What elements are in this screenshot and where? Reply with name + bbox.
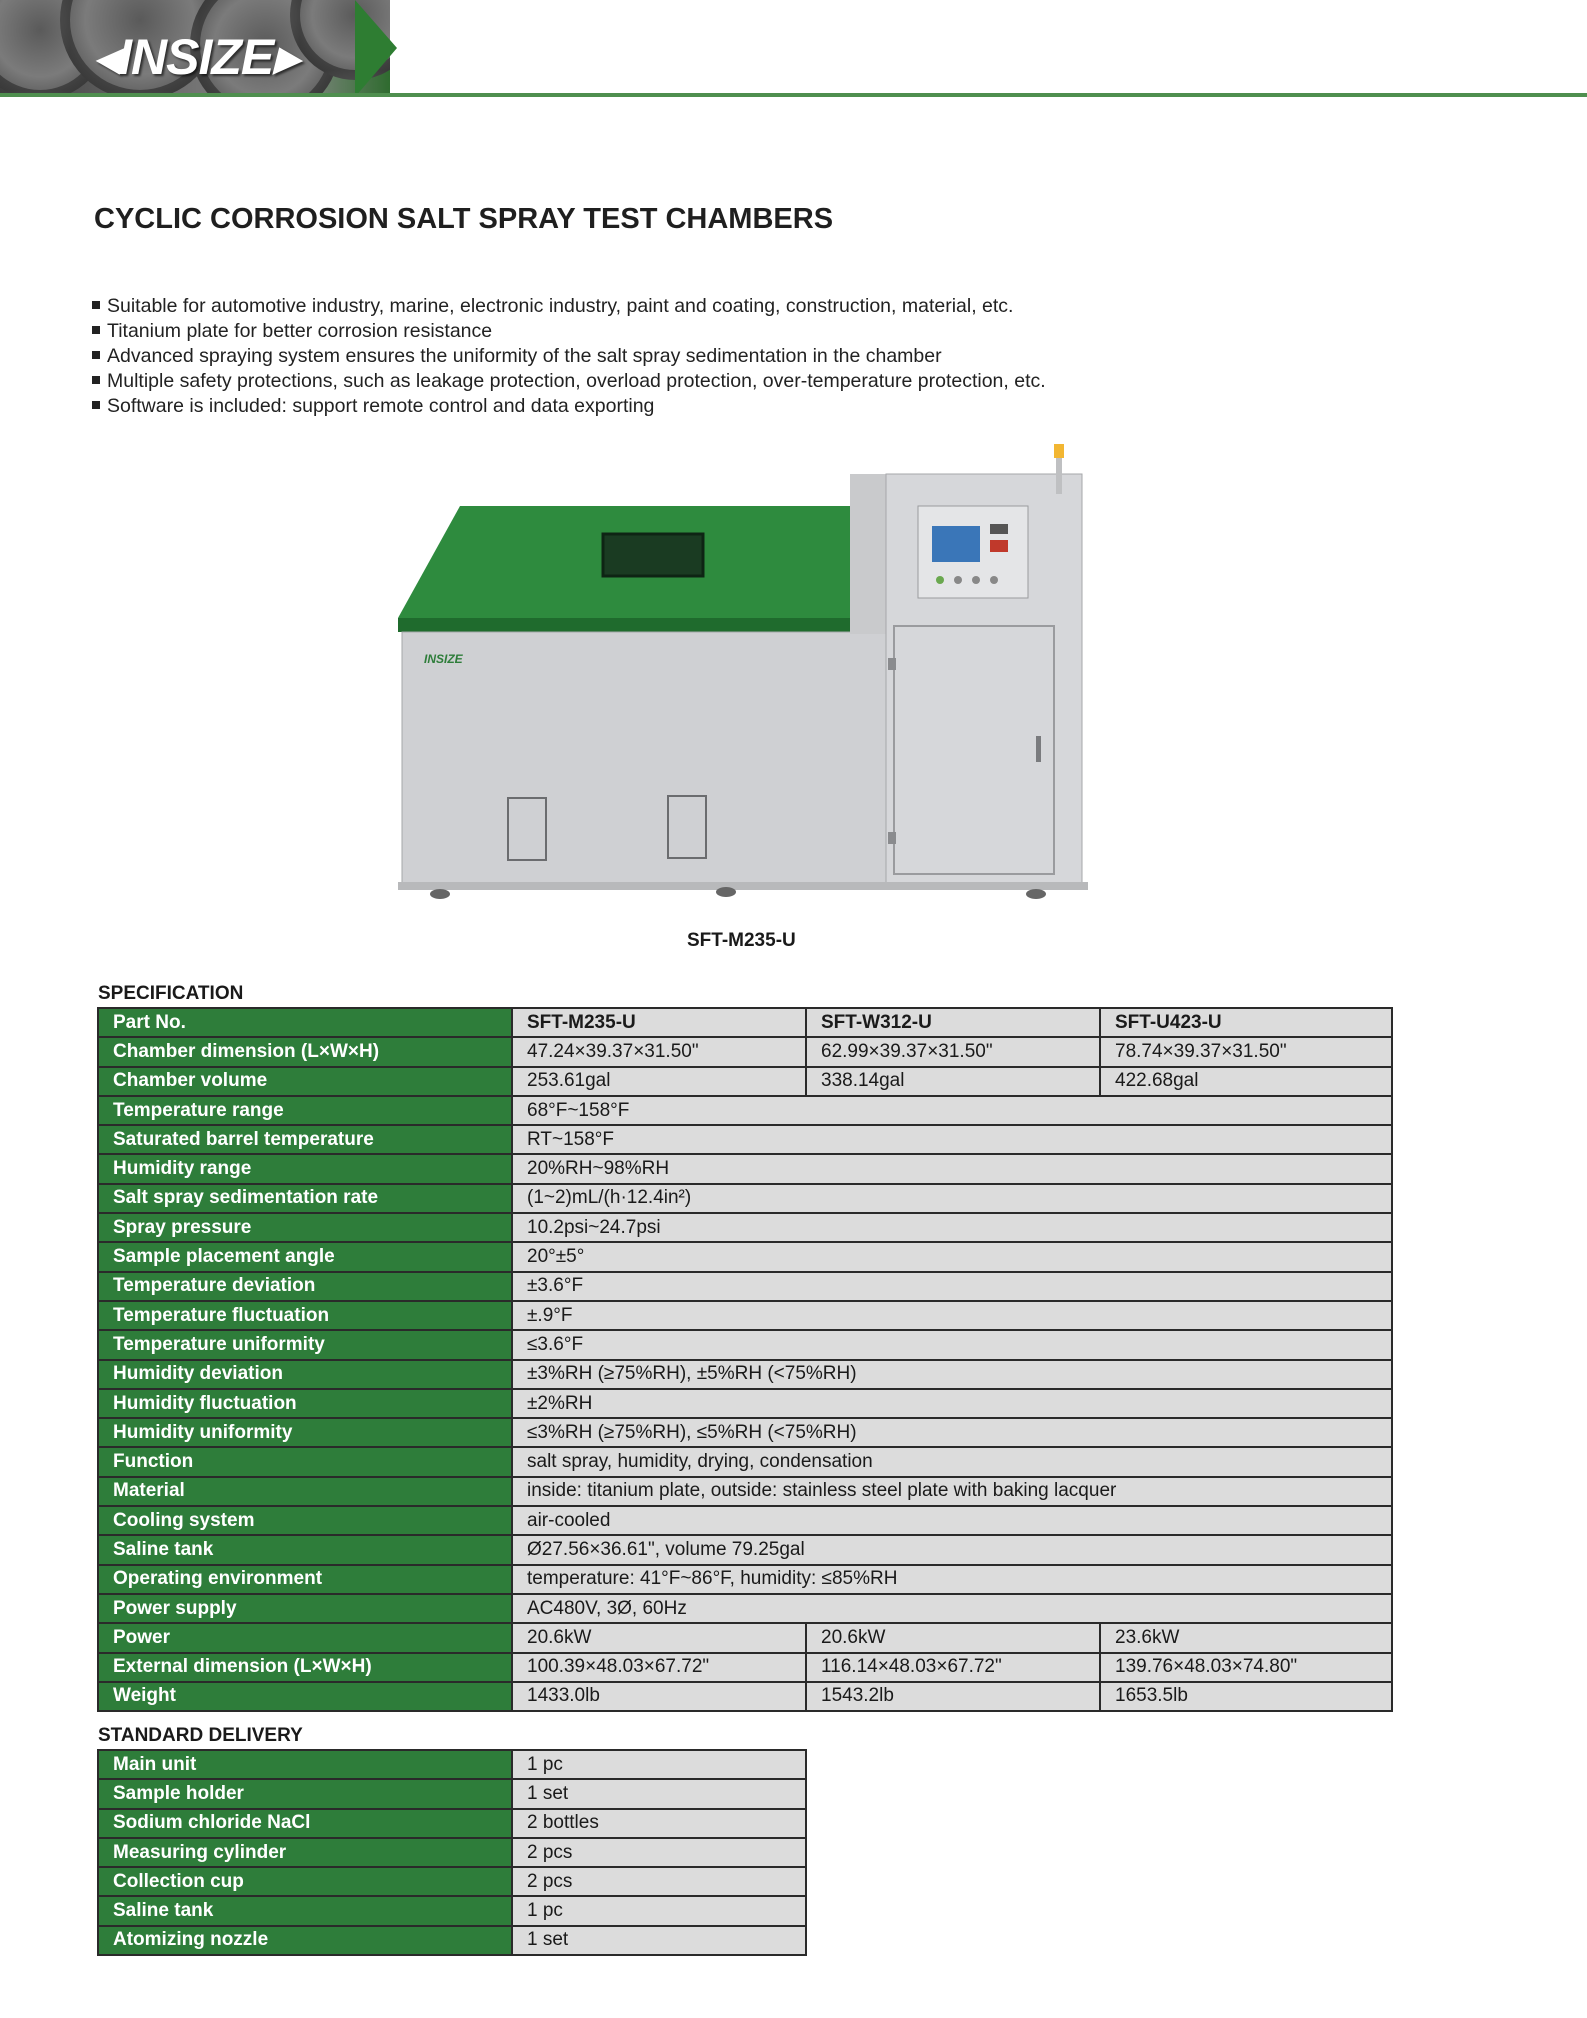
bullet-icon — [92, 351, 100, 359]
spec-label: Saturated barrel temperature — [98, 1125, 512, 1154]
spec-value: 68°F~158°F — [512, 1096, 1392, 1125]
delivery-item-quantity: 2 pcs — [512, 1838, 806, 1867]
table-row — [98, 1623, 1392, 1652]
part-no-label: Part No. — [98, 1008, 512, 1037]
spec-label: Humidity deviation — [98, 1360, 512, 1389]
spec-value: 1543.2lb — [806, 1682, 1100, 1711]
touch-screen — [932, 526, 980, 562]
table-row — [98, 1125, 1392, 1154]
spec-value: 116.14×48.03×67.72" — [806, 1653, 1100, 1682]
table-row — [98, 1809, 806, 1838]
spec-value: ±3.6°F — [512, 1272, 1392, 1301]
spec-label: Temperature fluctuation — [98, 1301, 512, 1330]
spec-label: Material — [98, 1477, 512, 1506]
spec-label: Chamber volume — [98, 1067, 512, 1096]
spec-value: AC480V, 3Ø, 60Hz — [512, 1594, 1392, 1623]
spec-label: Humidity range — [98, 1154, 512, 1183]
spec-value: 1653.5lb — [1100, 1682, 1392, 1711]
delivery-item-label: Saline tank — [98, 1896, 512, 1925]
page-header — [0, 0, 1587, 100]
spec-label: Power supply — [98, 1594, 512, 1623]
table-row — [98, 1838, 806, 1867]
spec-value: air-cooled — [512, 1506, 1392, 1535]
specification-table — [97, 1007, 1393, 1712]
bullet-icon — [92, 326, 100, 334]
spec-value: 20%RH~98%RH — [512, 1154, 1392, 1183]
delivery-item-label: Sodium chloride NaCl — [98, 1809, 512, 1838]
spec-label: Humidity fluctuation — [98, 1389, 512, 1418]
spec-value: 20°±5° — [512, 1242, 1392, 1271]
product-image — [398, 438, 1098, 908]
table-row — [98, 1594, 1392, 1623]
table-header-row — [98, 1008, 1392, 1037]
table-row — [98, 1867, 806, 1896]
model-header: SFT-W312-U — [806, 1008, 1100, 1037]
model-header: SFT-M235-U — [512, 1008, 806, 1037]
spec-value: 23.6kW — [1100, 1623, 1392, 1652]
table-row — [98, 1447, 1392, 1476]
table-row — [98, 1926, 806, 1955]
table-row — [98, 1301, 1392, 1330]
list-item: Advanced spraying system ensures the uniformity of the salt spray sedimentation in the chamber — [92, 344, 1046, 369]
spec-value: 253.61gal — [512, 1067, 806, 1096]
page-title: CYCLIC CORROSION SALT SPRAY TEST CHAMBERS — [94, 203, 834, 235]
table-row — [98, 1779, 806, 1808]
spec-value: inside: titanium plate, outside: stainless steel plate with baking lacquer — [512, 1477, 1392, 1506]
delivery-item-label: Main unit — [98, 1750, 512, 1779]
table-row — [98, 1535, 1392, 1564]
table-row — [98, 1565, 1392, 1594]
spec-label: Salt spray sedimentation rate — [98, 1184, 512, 1213]
spec-value: salt spray, humidity, drying, condensation — [512, 1447, 1392, 1476]
delivery-item-quantity: 1 pc — [512, 1896, 806, 1925]
spec-value: ±3%RH (≥75%RH), ±5%RH (<75%RH) — [512, 1360, 1392, 1389]
spec-label: Chamber dimension (L×W×H) — [98, 1037, 512, 1066]
spec-label: Weight — [98, 1682, 512, 1711]
spec-value: temperature: 41°F~86°F, humidity: ≤85%RH — [512, 1565, 1392, 1594]
spec-label: Spray pressure — [98, 1213, 512, 1242]
table-row — [98, 1184, 1392, 1213]
spec-label: Temperature deviation — [98, 1272, 512, 1301]
table-row — [98, 1682, 1392, 1711]
product-caption: SFT-M235-U — [687, 930, 796, 951]
spec-label: Cooling system — [98, 1506, 512, 1535]
delivery-item-quantity: 2 pcs — [512, 1867, 806, 1896]
list-item: Software is included: support remote control and data exporting — [92, 394, 1046, 419]
spec-value: 139.76×48.03×74.80" — [1100, 1653, 1392, 1682]
standard-delivery-table — [97, 1749, 807, 1956]
bullet-icon — [92, 401, 100, 409]
brand-logo — [94, 28, 297, 86]
spec-value: 422.68gal — [1100, 1067, 1392, 1096]
delivery-item-label: Measuring cylinder — [98, 1838, 512, 1867]
spec-value: ±2%RH — [512, 1389, 1392, 1418]
spec-value: 20.6kW — [512, 1623, 806, 1652]
delivery-item-quantity: 2 bottles — [512, 1809, 806, 1838]
table-row — [98, 1477, 1392, 1506]
list-item: Suitable for automotive industry, marine, electronic industry, paint and coating, construction, material, etc. — [92, 294, 1046, 319]
table-row — [98, 1418, 1392, 1447]
spec-value: 10.2psi~24.7psi — [512, 1213, 1392, 1242]
table-row — [98, 1750, 806, 1779]
spec-label: Temperature range — [98, 1096, 512, 1125]
delivery-item-label: Sample holder — [98, 1779, 512, 1808]
spec-label: Power — [98, 1623, 512, 1652]
header-arrow-shape — [355, 0, 397, 97]
spec-label: Temperature uniformity — [98, 1330, 512, 1359]
specification-title: SPECIFICATION — [98, 983, 244, 1004]
spec-value: ±.9°F — [512, 1301, 1392, 1330]
model-header: SFT-U423-U — [1100, 1008, 1392, 1037]
standard-delivery-title: STANDARD DELIVERY — [98, 1725, 303, 1746]
delivery-item-label: Collection cup — [98, 1867, 512, 1896]
list-item: Multiple safety protections, such as leakage protection, overload protection, over-temperature protection, etc. — [92, 369, 1046, 394]
logo-text: INSIZE — [118, 29, 274, 85]
spec-value: 47.24×39.37×31.50" — [512, 1037, 806, 1066]
delivery-item-quantity: 1 set — [512, 1926, 806, 1955]
header-divider — [0, 93, 1587, 97]
table-row — [98, 1506, 1392, 1535]
feature-list — [92, 294, 1046, 419]
bullet-icon — [92, 376, 100, 384]
list-item: Titanium plate for better corrosion resistance — [92, 319, 1046, 344]
spec-value: 338.14gal — [806, 1067, 1100, 1096]
table-row — [98, 1653, 1392, 1682]
spec-value: 20.6kW — [806, 1623, 1100, 1652]
delivery-item-label: Atomizing nozzle — [98, 1926, 512, 1955]
table-row — [98, 1096, 1392, 1125]
table-row — [98, 1213, 1392, 1242]
table-row — [98, 1272, 1392, 1301]
spec-label: Humidity uniformity — [98, 1418, 512, 1447]
table-row — [98, 1242, 1392, 1271]
spec-label: Saline tank — [98, 1535, 512, 1564]
spec-label: External dimension (L×W×H) — [98, 1653, 512, 1682]
logo-right-arrow-icon: ▸ — [273, 29, 298, 85]
spec-label: Function — [98, 1447, 512, 1476]
lid-window — [603, 534, 703, 576]
spec-value: 100.39×48.03×67.72" — [512, 1653, 806, 1682]
spec-value: ≤3%RH (≥75%RH), ≤5%RH (<75%RH) — [512, 1418, 1392, 1447]
bullet-icon — [92, 301, 100, 309]
spec-value: 78.74×39.37×31.50" — [1100, 1037, 1392, 1066]
spec-value: 1433.0lb — [512, 1682, 806, 1711]
table-row — [98, 1067, 1392, 1096]
spec-value: Ø27.56×36.61", volume 79.25gal — [512, 1535, 1392, 1564]
spec-label: Operating environment — [98, 1565, 512, 1594]
table-row — [98, 1360, 1392, 1389]
table-row — [98, 1037, 1392, 1066]
warning-lamp — [1054, 444, 1064, 458]
delivery-item-quantity: 1 set — [512, 1779, 806, 1808]
spec-label: Sample placement angle — [98, 1242, 512, 1271]
door-handle — [1036, 736, 1041, 762]
delivery-item-quantity: 1 pc — [512, 1750, 806, 1779]
spec-value: (1~2)mL/(h·12.4in²) — [512, 1184, 1392, 1213]
table-row — [98, 1896, 806, 1925]
table-row — [98, 1330, 1392, 1359]
chamber-logo: INSIZE — [424, 652, 463, 666]
table-row — [98, 1154, 1392, 1183]
table-row — [98, 1389, 1392, 1418]
chamber-body — [402, 632, 886, 886]
spec-value: ≤3.6°F — [512, 1330, 1392, 1359]
spec-value: RT~158°F — [512, 1125, 1392, 1154]
spec-value: 62.99×39.37×31.50" — [806, 1037, 1100, 1066]
logo-left-arrow-icon: ◂ — [94, 29, 119, 85]
